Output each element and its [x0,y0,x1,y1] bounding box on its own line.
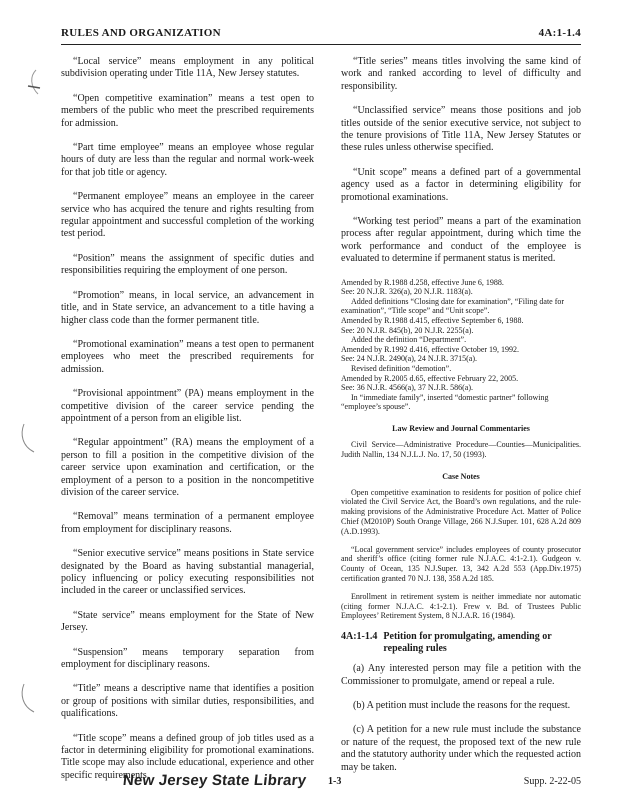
definition-part-time-employee: “Part time employee” means an employee whose regular hours of duty are less than the regular and normal work-week for that job title or agency. [61,142,314,178]
amendment-line: See: 24 N.J.R. 2490(a), 24 N.J.R. 3715(a). [341,354,477,364]
definition-removal: “Removal” means termination of a permanent employee from employment for disciplinary reasons. [61,511,314,535]
amendment-line: See: 36 N.J.R. 4566(a), 37 N.J.R. 586(a). [341,383,473,393]
definition-state-service: “State service” means employment for the State of New Jersey. [61,609,314,634]
page-footer [61,772,581,792]
definition-suspension: “Suspension” means temporary separation from employment for disciplinary reasons. [61,646,314,671]
amendment-line: See: 20 N.J.R. 845(b), 20 N.J.R. 2255(a). [341,325,474,335]
amendment-line: Revised definition “demotion”. [351,364,452,374]
amendment-line: Amended by R.1988 d.415, effective September 6, 1988. [341,316,524,326]
case-note: Open competitive examination to residents for position of police chief violated the Civil Service Act, the Board’s own regulations, and the rule-making provisions of the Administrative Procedure Act. Matter of Police Chief (M2010P) South Orange Village, 266 N.J.Super. 101, 628 A.2d 809 (A.D.1993). [341,487,581,536]
section-paragraph-c: (c) A petition for a new rule must include the substance or nature of the request, the proposed text of the new rule and the statutory authority under which the requested action may be taken. [341,724,581,773]
law-review-text: Civil Service—Administrative Procedure—Counties—Municipalities. Judith Nallin, 134 N.J.L.J. No. 17, 50 (1993). [341,440,581,459]
case-notes-heading: Case Notes [442,471,480,481]
section-paragraph-a: (a) Any interested person may file a petition with the Commissioner to promulgate, amend or repeal a rule. [341,663,581,687]
right-column [341,56,581,786]
margin-mark-icon [22,66,44,106]
definition-unclassified-service: “Unclassified service” means those positions and job titles outside of the senior executive service, not subject to the tenure provisions of Title 11A, New Jersey Statutes or these rules unless otherwise specified. [341,105,581,154]
library-stamp: New Jersey State Library [122,772,308,789]
amendment-line: Amended by R.2005 d.65, effective February 22, 2005. [341,373,519,383]
case-note: “Local government service” includes employees of county prosecutor and sheriff’s office (citing former rule N.J.A.C. 4:1-2.1). Gudgeon v. County of Ocean, 135 N.J.Super. 13, 342 A.2d 553 (App.Div.1975) certification granted 70 N.J. 138, 358 A.2d 185. [341,544,581,583]
section-heading [341,631,581,655]
definition-promotional-examination: “Promotional examination” means a test open to permanent employees who meet the prescribed requirements for admission. [61,338,314,375]
amendment-line: Added the definition “Department”. [351,335,467,345]
page-number: 1-3 [328,776,342,787]
definition-open-competitive-examination: “Open competitive examination” means a test open to members of the public who meet the prescribed requirements for admission. [61,92,314,129]
left-column [61,56,314,794]
section-title: Petition for promulgating, amending or repealing rules [383,631,552,655]
definition-local-service: “Local service” means employment in any political subdivision operating under Title 11A, New Jersey statutes. [61,56,314,80]
definition-position: “Position” means the assignment of specific duties and responsibilities requiring the employment of one person. [61,252,314,277]
definition-working-test-period: “Working test period” means a part of the examination process after regular appointment, during which time the work performance and conduct of the employee is evaluated to determine if permanent status is merited. [341,216,581,265]
definition-provisional-appointment: “Provisional appointment” (PA) means employment in the competitive division of the career service pending the appointment of a person from an eligible list. [61,388,314,424]
definition-regular-appointment: “Regular appointment” (RA) means the employment of a person to fill a position in the competitive division of the career service upon examination and certification, or the employment of a person to a position in the noncompetitive division of the career service. [61,437,314,498]
supplement-date: Supp. 2-22-05 [523,776,581,787]
definition-senior-executive-service: “Senior executive service” means positions in State service designated by the Board as having substantial managerial, policy influencing or policy executing responsibilities not included in the career or unclassified services. [61,548,314,597]
definition-promotion: “Promotion” means, in local service, an advancement in title, and in State service, an advancement to a title having a higher class code than the former permanent title. [61,289,314,326]
definition-unit-scope: “Unit scope” means a defined part of a governmental agency used as a factor in determining eligibility for promotional examinations. [341,166,581,203]
definition-title: “Title” means a descriptive name that identifies a position or group of positions with similar duties, responsibilities, and qualifications. [61,683,314,720]
case-note: Enrollment in retirement system is neither immediate nor automatic (citing former N.J.A.C. 4:1-2.1). Frew v. Bd. of Trustees Public Employees’ Retirement System, 8 N.J.A.R. 16 (1984). [341,591,581,621]
definition-title-scope: “Title scope” means a defined group of job titles used as a factor in determining eligibility for promotional examinations. Title scope may also include educational, experience and other specific requirements. [61,732,314,781]
header-rule [61,44,581,45]
margin-mark-icon [16,680,38,720]
amendment-history [341,278,581,412]
law-review-heading: Law Review and Journal Commentaries [392,424,530,433]
amendment-line: Amended by R.1988 d.258, effective June 6, 1988. [341,277,504,287]
definition-title-series: “Title series” means titles involving the same kind of work and ranked according to level of difficulty and responsibility. [341,56,581,92]
running-header [61,27,581,43]
header-section-number: 4A:1-1.4 [538,27,581,39]
amendment-line: Amended by R.1992 d.416, effective October 19, 1992. [341,344,520,354]
header-left-title: RULES AND ORGANIZATION [61,27,221,39]
amendment-line: Added definitions “Closing date for examination”, “Filing date for examination”, “Title scope” and “Unit scope”. [341,296,565,316]
amendment-line: In “immediate family”, inserted “domestic partner” following “employee’s spouse”. [341,392,549,412]
section-paragraph-b: (b) A petition must include the reasons for the request. [353,699,571,711]
margin-mark-icon [16,420,38,460]
definition-permanent-employee: “Permanent employee” means an employee in the career service who has acquired the tenure and rights resulting from regular appointment and successful completion of the working test period. [61,191,314,240]
amendment-line: See: 20 N.J.R. 326(a), 20 N.J.R. 1183(a). [341,287,473,297]
section-number: 4A:1-1.4 [341,631,378,643]
